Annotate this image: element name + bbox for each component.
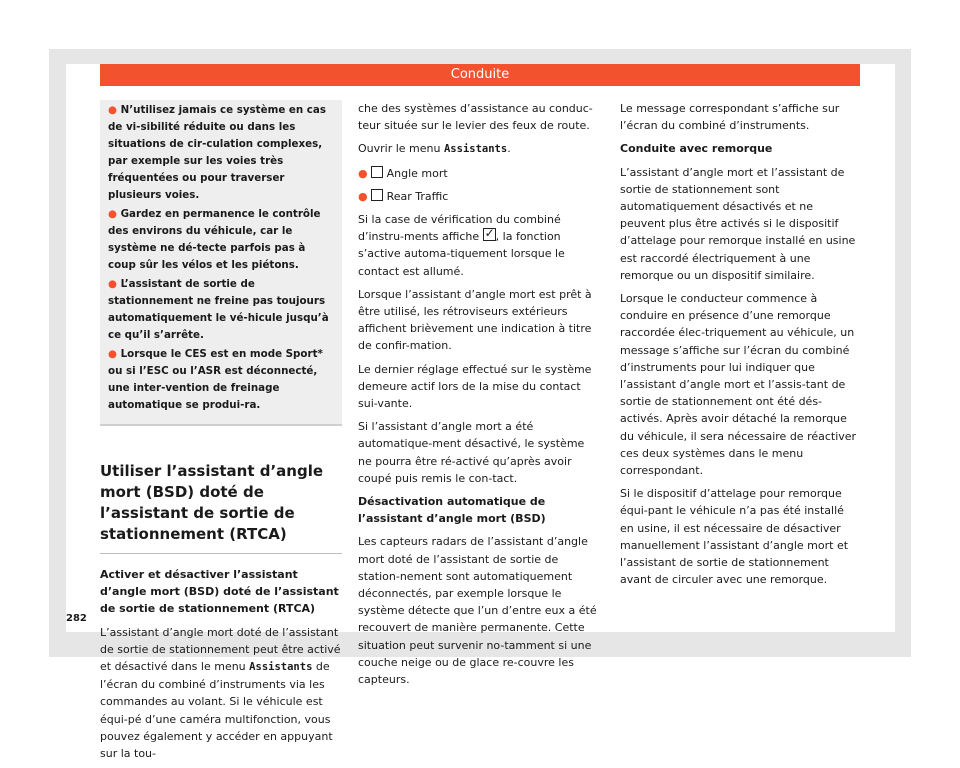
section-title: Utiliser l’assistant d’angle mort (BSD) doté de l’assistant de sortie de stationnement (RTCA) xyxy=(100,461,342,554)
checkbox-icon xyxy=(371,166,383,178)
menu-name: Assistants xyxy=(249,661,313,674)
paragraph: che des systèmes d’assistance au conduc-teur située sur le levier des feux de route. xyxy=(358,102,593,133)
paragraph: Si l’assistant d’angle mort a été automatique-ment désactivé, le système ne pourra être ré-activé qu’après avoir coupé puis remis le con-tact. xyxy=(358,420,585,485)
paragraph: Le message correspondant s’affiche sur l’écran du combiné d’instruments. xyxy=(620,102,840,133)
bullet-icon: ● xyxy=(358,166,372,180)
bullet-icon: ● xyxy=(358,189,372,203)
list-item: ● Rear Traffic xyxy=(358,189,449,203)
checked-box-icon xyxy=(483,228,496,241)
paragraph: Si le dispositif d’attelage pour remorque équi-pant le véhicule n’a pas été installé en usine, il est nécessaire de désactiver manuellement l’assistant d’angle mort et l’assistant de sortie de stationnement avant de circuler avec une remorque. xyxy=(620,487,849,587)
bullet-icon: ● xyxy=(108,104,121,116)
column-1 xyxy=(100,100,342,768)
bullet-icon: ● xyxy=(108,208,121,220)
page-number: 282 xyxy=(66,613,87,624)
paragraph: L’assistant d’angle mort et l’assistant de sortie de stationnement sont automatiquement désactivés et ne peuvent plus être activés si le dispositif d’attelage pour remorque installé en usine est raccordé électriquement à une remorque ou un dispositif similaire. xyxy=(620,165,856,282)
column-2 xyxy=(358,100,600,694)
list-item: ● Angle mort xyxy=(358,166,448,180)
paragraph: L’assistant d’angle mort doté de l’assistant de sortie de stationnement peut être activé et désactivé dans le menu Assistants de l’écran du combiné d’instruments via les commandes au volant. Si le véhicule est équi-pé d’une caméra multifonction, vous pouvez également y accéder en appuyant sur la tou- xyxy=(100,625,341,761)
subheading: Conduite avec remorque xyxy=(620,142,773,156)
subheading: Désactivation automatique de l’assistant d’angle mort (BSD) xyxy=(358,495,546,526)
paragraph: Ouvrir le menu Assistants. xyxy=(358,142,511,156)
paragraph: Les capteurs radars de l’assistant d’angle mort doté de l’assistant de sortie de station-nement sont automatiquement déconnectés, par exemple lorsque le système détecte que l’un d’entre eux a été recouvert de manière permanente. Cette situation peut survenir no-tamment si une couche neige ou de glace re-couvre les capteurs. xyxy=(358,535,597,687)
paragraph: Lorsque l’assistant d’angle mort est prêt à être utilisé, les rétroviseurs extérieurs affichent brièvement une indication à titre de confir-mation. xyxy=(358,287,592,353)
paragraph: Le dernier réglage effectué sur le système demeure actif lors de la mise du contact sui-vante. xyxy=(358,362,592,411)
column-3 xyxy=(620,100,860,594)
warning-box xyxy=(100,100,342,426)
warning-item: ● L’assistant de sortie de stationnement ne freine pas toujours automatiquement le vé-hicule jusqu’à ce qu’il s’arrête. xyxy=(108,278,329,341)
menu-name: Assistants xyxy=(443,143,508,156)
bullet-icon: ● xyxy=(108,348,121,360)
subheading: Activer et désactiver l’assistant d’angle mort (BSD) doté de l’assistant de sortie de stationnement (RTCA) xyxy=(100,568,339,616)
paragraph: Lorsque le conducteur commence à conduire en présence d’une remorque raccordée élec-triquement au véhicule, un message s’affiche sur l’écran du combiné d’instruments pour lui indiquer que l’assistant d’angle mort et l’assis-tant de sortie de stationnement ont été dés-activés. Après avoir détaché la remorque du véhicule, il sera nécessaire de réactiver ces deux systèmes dans le menu correspondant. xyxy=(620,292,857,478)
warning-item: ● Lorsque le CES est en mode Sport* ou si l’ESC ou l’ASR est déconnecté, une inter-vention de freinage automatique se produi-ra. xyxy=(108,348,323,411)
page-header: Conduite xyxy=(100,64,860,86)
warning-item: ● Gardez en permanence le contrôle des environs du véhicule, car le système ne dé-tecte parfois pas à coup sûr les vélos et les piétons. xyxy=(108,208,321,271)
checkbox-icon xyxy=(371,189,383,201)
paragraph: Si la case de vérification du combiné d’instru-ments affiche ✓ , la fonction s’active automa-tiquement lorsque le contact est allumé. xyxy=(358,211,600,280)
bullet-icon: ● xyxy=(108,278,121,290)
warning-item: ● N’utilisez jamais ce système en cas de vi-sibilité réduite ou dans les situations de cir-culation complexes, par exemple sur les voies très fréquentées ou pour traverser plusieurs voies. xyxy=(108,104,326,201)
